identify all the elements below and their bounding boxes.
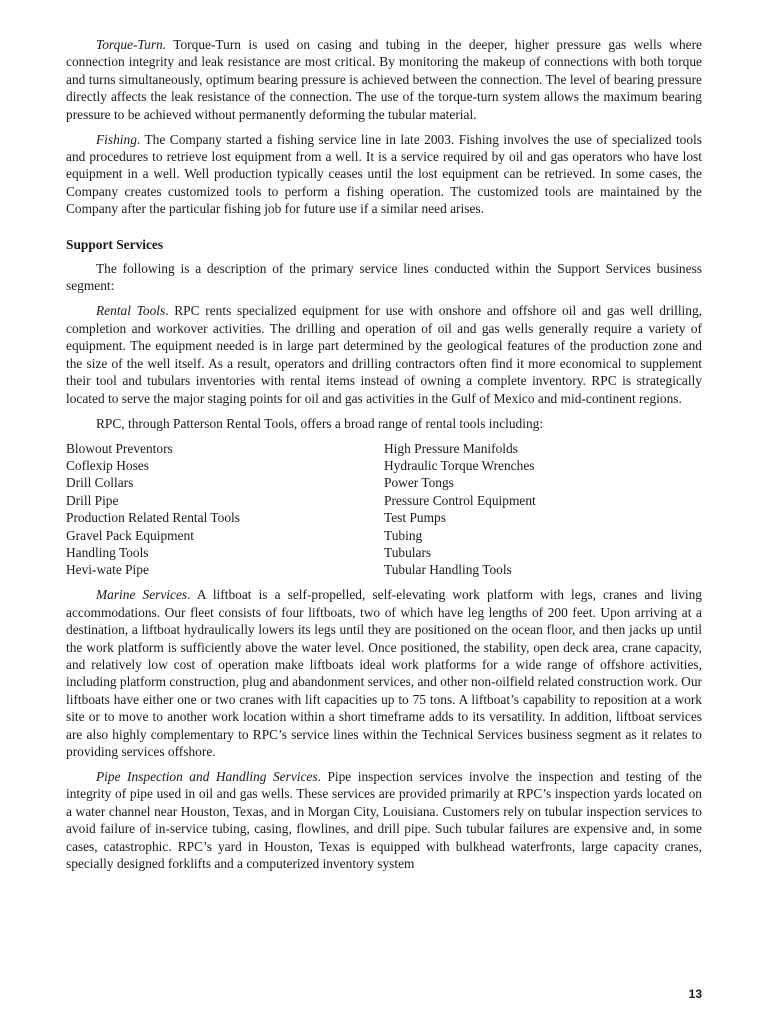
list-item: Production Related Rental Tools <box>66 510 240 526</box>
torque-turn-text: Torque-Turn is used on casing and tubing in the deeper, higher pressure gas wells where connection integrity and leak resistance are most critical. By monitoring the makeup of connections with both torque and turns simultaneously, optimum bearing pressure is achieved between the connection. The level of bearing pressure directly affects the leak resistance of the connection. The use of the torque-turn system allows the maximum bearing pressure to be achieved without permanently deforming the tubular material. <box>66 37 702 122</box>
list-item: High Pressure Manifolds <box>384 440 518 456</box>
list-item: Handling Tools <box>66 544 149 560</box>
list-item: Coflexip Hoses <box>66 457 149 473</box>
list-item: Gravel Pack Equipment <box>66 527 194 543</box>
list-item: Drill Pipe <box>66 492 119 508</box>
fishing-paragraph <box>66 131 702 218</box>
list-item: Blowout Preventors <box>66 440 173 456</box>
marine-services-text: . A liftboat is a self-propelled, self-elevating work platform with legs, cranes and living accommodations. Our fleet consists of four liftboats, two of which have leg lengths of 200 feet. Upon arriving at a destination, a liftboat hydraulically lowers its legs until they are positioned on the ocean floor, and then jacks up until the work platform is sufficiently above the water level. Once positioned, the stability, open deck area, crane capacity, and relatively low cost of operation make liftboats ideal work platforms for a wide range of offshore activities, including platform construction, plug and abandonment services, and other non-oilfield related construction work. Our liftboats have either one or two cranes with lift capacities up to 75 tons. A liftboat’s capability to reposition at a work site or to move to another work location within a short timeframe adds to its versatility. In addition, liftboat services are also highly complementary to RPC’s service lines within the Technical Services business segment as it relates to providing services offshore. <box>66 587 702 759</box>
torque-turn-paragraph <box>66 36 702 123</box>
rental-tools-text: . RPC rents specialized equipment for use with onshore and offshore oil and gas well drilling, completion and workover activities. The drilling and operation of oil and gas wells generally require a variety of equipment. The equipment needed is in large part determined by the geological features of the production zone and the size of the well itself. As a result, operators and drilling contractors often find it more economical to supplement their tool and tubulars inventories with rental items instead of owning a complete inventory. RPC is strategically located to serve the major staging points for oil and gas activities in the Gulf of Mexico and mid-continent regions. <box>66 303 702 406</box>
support-services-heading: Support Services <box>66 236 164 252</box>
marine-services-title: Marine Services <box>96 587 188 603</box>
rental-tools-title: Rental Tools <box>96 303 166 319</box>
rental-list-intro: RPC, through Patterson Rental Tools, offers a broad range of rental tools including: <box>96 415 544 431</box>
fishing-title: Fishing <box>96 131 137 147</box>
list-item: Power Tongs <box>384 475 454 491</box>
list-item: Test Pumps <box>384 510 446 526</box>
torque-turn-title: Torque-Turn. <box>96 37 167 52</box>
marine-services-paragraph <box>66 586 702 760</box>
list-item: Tubing <box>384 527 423 543</box>
rental-tools-list-right <box>384 440 702 579</box>
list-item: Pressure Control Equipment <box>384 492 536 508</box>
list-item: Hevi-wate Pipe <box>66 562 149 578</box>
list-item: Tubulars <box>384 544 432 560</box>
rental-tools-list <box>66 440 702 579</box>
pipe-inspection-title: Pipe Inspection and Handling Services <box>96 769 318 784</box>
list-item: Hydraulic Torque Wrenches <box>384 457 535 473</box>
page-number: 13 <box>688 987 702 1001</box>
pipe-inspection-text: . Pipe inspection services involve the inspection and testing of the integrity of pipe used in oil and gas wells. These services are provided primarily at RPC’s inspection yards located on a water channel near Houston, Texas, and in Morgan City, Louisiana. Customers rely on tubular inspection services to avoid failure of in-service tubing, casing, flowlines, and drill pipe. Such tubular failures are expensive and, in some cases, catastrophic. RPC’s yard in Houston, Texas is equipped with bulkhead waterfronts, large capacity cranes, specially designed forklifts and a computerized inventory system <box>66 769 702 872</box>
pipe-inspection-paragraph <box>66 768 702 872</box>
fishing-text: . The Company started a fishing service line in late 2003. Fishing involves the use of specialized tools and procedures to retrieve lost equipment from a well. It is a service required by oil and gas operators who have lost equipment in a well. Well production typically ceases until the lost equipment can be retrieved. In some cases, the Company creates customized tools to perform a fishing operation. The customized tools are maintained by the Company after the particular fishing job for future use if a similar need arises. <box>66 131 702 217</box>
rental-tools-paragraph <box>66 302 702 406</box>
list-item: Tubular Handling Tools <box>384 562 512 578</box>
list-item: Drill Collars <box>66 475 134 491</box>
support-services-intro: The following is a description of the primary service lines conducted within the Support Services business segment: <box>66 261 702 294</box>
rental-tools-list-left <box>66 440 384 579</box>
